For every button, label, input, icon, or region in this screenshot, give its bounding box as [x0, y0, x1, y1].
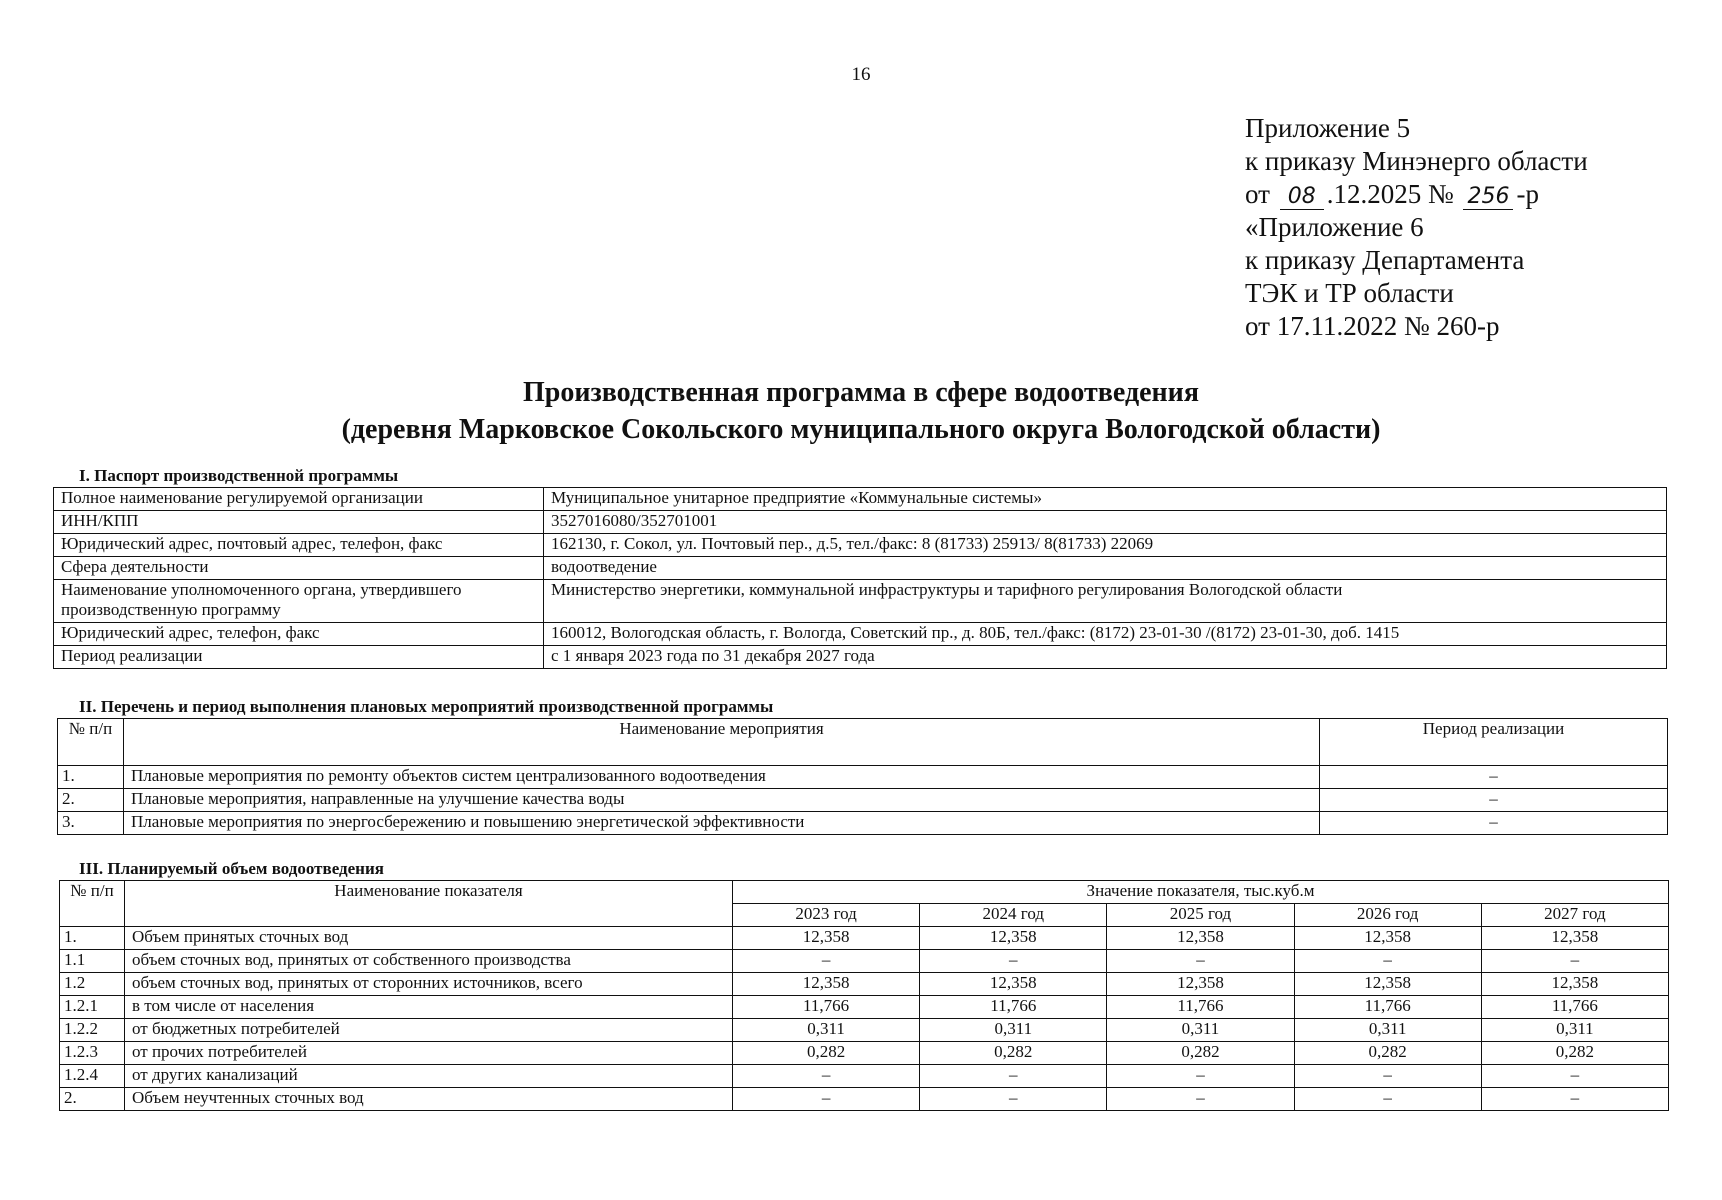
indicator-value: 12,358 [1107, 927, 1294, 950]
table-row [60, 1019, 1669, 1042]
indicator-value: – [1481, 1088, 1668, 1111]
section3-title: III. Планируемый объем водоотведения [79, 859, 384, 878]
row-num: 1.2 [60, 973, 125, 996]
indicator-name: от бюджетных потребителей [125, 1019, 733, 1042]
appendix-line: от 17.11.2022 № 260-р [1245, 311, 1500, 341]
header-num: № п/п [60, 881, 125, 927]
indicator-value: 0,282 [920, 1042, 1107, 1065]
indicator-value: 12,358 [733, 927, 920, 950]
title-line: Производственная программа в сфере водоотведения [523, 377, 1199, 408]
indicator-value: – [1107, 950, 1294, 973]
indicator-value: 12,358 [733, 973, 920, 996]
table-row [58, 766, 1668, 789]
passport-label: Полное наименование регулируемой организации [54, 488, 544, 511]
indicator-value: 11,766 [733, 996, 920, 1019]
row-num: 3. [58, 812, 124, 835]
header-year: 2023 год [733, 904, 920, 927]
indicator-value: – [733, 950, 920, 973]
header-year: 2026 год [1294, 904, 1481, 927]
indicator-value: – [1294, 1088, 1481, 1111]
activity-name: Плановые мероприятия по ремонту объектов систем централизованного водоотведения [124, 766, 1320, 789]
volume-table [59, 880, 1669, 1111]
appendix-line: Приложение 5 [1245, 113, 1411, 143]
table-row [60, 1065, 1669, 1088]
passport-label: Период реализации [54, 646, 544, 669]
indicator-name: в том числе от населения [125, 996, 733, 1019]
header-num: № п/п [58, 719, 124, 766]
indicator-name: объем сточных вод, принятых от собственного производства [125, 950, 733, 973]
row-num: 1.2.3 [60, 1042, 125, 1065]
passport-label: Юридический адрес, почтовый адрес, телефон, факс [54, 534, 544, 557]
passport-value: 160012, Вологодская область, г. Вологда, Советский пр., д. 80Б, тел./факс: (8172) 23-01-30 /(8172) 23-01-30, доб. 1415 [544, 623, 1667, 646]
title-subline: (деревня Марковское Сокольского муниципального округа Вологодской области) [341, 414, 1381, 445]
passport-value: 162130, г. Сокол, ул. Почтовый пер., д.5, тел./факс: 8 (81733) 25913/ 8(81733) 22069 [544, 534, 1667, 557]
section2-title: II. Перечень и период выполнения плановых мероприятий производственной программы [79, 697, 774, 716]
indicator-value: 12,358 [1481, 927, 1668, 950]
table-row [54, 534, 1667, 557]
indicator-name: Объем неучтенных сточных вод [125, 1088, 733, 1111]
indicator-value: – [733, 1065, 920, 1088]
handwritten-order-day: 08 [1280, 185, 1324, 210]
table-header-row [58, 719, 1668, 766]
appendix-block [1245, 112, 1588, 343]
indicator-value: 12,358 [1481, 973, 1668, 996]
table-row [54, 646, 1667, 669]
indicator-value: 11,766 [1107, 996, 1294, 1019]
table-header-row [60, 881, 1669, 904]
indicator-value: 0,311 [1294, 1019, 1481, 1042]
indicator-value: – [1481, 1065, 1668, 1088]
header-indicator-name: Наименование показателя [125, 881, 733, 927]
indicator-value: 11,766 [920, 996, 1107, 1019]
passport-value: Муниципальное унитарное предприятие «Коммунальные системы» [544, 488, 1667, 511]
indicator-value: 12,358 [1107, 973, 1294, 996]
table-row [54, 580, 1667, 623]
row-num: 2. [60, 1088, 125, 1111]
activity-period: – [1320, 812, 1668, 835]
page-number: 16 [851, 64, 871, 85]
table-row [60, 927, 1669, 950]
activity-name: Плановые мероприятия, направленные на улучшение качества воды [124, 789, 1320, 812]
appendix-order-line [1245, 178, 1588, 211]
appendix-line: «Приложение 6 [1245, 212, 1424, 242]
indicator-value: 0,311 [920, 1019, 1107, 1042]
activities-table [57, 718, 1668, 835]
indicator-value: – [1294, 1065, 1481, 1088]
passport-table [53, 487, 1667, 669]
indicator-value: 11,766 [1481, 996, 1668, 1019]
header-year: 2027 год [1481, 904, 1668, 927]
table-row [60, 973, 1669, 996]
passport-label: Сфера деятельности [54, 557, 544, 580]
activity-period: – [1320, 766, 1668, 789]
indicator-value: 12,358 [1294, 927, 1481, 950]
header-year: 2025 год [1107, 904, 1294, 927]
row-num: 1. [60, 927, 125, 950]
indicator-value: 12,358 [920, 973, 1107, 996]
table-row [60, 996, 1669, 1019]
passport-value: 3527016080/352701001 [544, 511, 1667, 534]
order-suffix: -р [1516, 179, 1539, 209]
indicator-value: – [1107, 1065, 1294, 1088]
indicator-value: 11,766 [1294, 996, 1481, 1019]
row-num: 2. [58, 789, 124, 812]
indicator-value: 0,282 [1481, 1042, 1668, 1065]
table-row [54, 623, 1667, 646]
header-activity-name: Наименование мероприятия [124, 719, 1320, 766]
passport-value: Министерство энергетики, коммунальной инфраструктуры и тарифного регулирования Вологодской области [544, 580, 1667, 623]
indicator-name: от прочих потребителей [125, 1042, 733, 1065]
indicator-value: – [920, 1065, 1107, 1088]
indicator-value: 0,282 [1107, 1042, 1294, 1065]
table-row [58, 812, 1668, 835]
header-value-group: Значение показателя, тыс.куб.м [733, 881, 1669, 904]
indicator-value: – [920, 950, 1107, 973]
header-period: Период реализации [1320, 719, 1668, 766]
order-date: .12.2025 № [1326, 179, 1454, 209]
passport-value: водоотведение [544, 557, 1667, 580]
row-num: 1.1 [60, 950, 125, 973]
table-row [54, 557, 1667, 580]
table-row [54, 488, 1667, 511]
indicator-value: 0,282 [1294, 1042, 1481, 1065]
header-year: 2024 год [920, 904, 1107, 927]
row-num: 1.2.1 [60, 996, 125, 1019]
passport-label: Наименование уполномоченного органа, утвердившего производственную программу [54, 580, 544, 623]
indicator-value: 12,358 [920, 927, 1107, 950]
handwritten-order-number: 256 [1463, 185, 1513, 210]
indicator-name: от других канализаций [125, 1065, 733, 1088]
indicator-value: – [1107, 1088, 1294, 1111]
table-row [60, 1042, 1669, 1065]
row-num: 1.2.2 [60, 1019, 125, 1042]
appendix-line: к приказу Минэнерго области [1245, 146, 1588, 176]
table-row [58, 789, 1668, 812]
indicator-value: 0,282 [733, 1042, 920, 1065]
indicator-value: – [1294, 950, 1481, 973]
indicator-value: 0,311 [733, 1019, 920, 1042]
indicator-name: объем сточных вод, принятых от сторонних источников, всего [125, 973, 733, 996]
row-num: 1. [58, 766, 124, 789]
table-row [60, 1088, 1669, 1111]
activity-name: Плановые мероприятия по энергосбережению и повышению энергетической эффективности [124, 812, 1320, 835]
order-prefix: от [1245, 179, 1270, 209]
passport-value: с 1 января 2023 года по 31 декабря 2027 года [544, 646, 1667, 669]
passport-label: ИНН/КПП [54, 511, 544, 534]
appendix-line: ТЭК и ТР области [1245, 278, 1454, 308]
passport-label: Юридический адрес, телефон, факс [54, 623, 544, 646]
appendix-line: к приказу Департамента [1245, 245, 1525, 275]
indicator-value: – [733, 1088, 920, 1111]
section1-title: I. Паспорт производственной программы [79, 466, 399, 485]
indicator-value: 0,311 [1481, 1019, 1668, 1042]
table-row [60, 950, 1669, 973]
indicator-name: Объем принятых сточных вод [125, 927, 733, 950]
indicator-value: 12,358 [1294, 973, 1481, 996]
table-row [54, 511, 1667, 534]
activity-period: – [1320, 789, 1668, 812]
row-num: 1.2.4 [60, 1065, 125, 1088]
indicator-value: – [1481, 950, 1668, 973]
indicator-value: – [920, 1088, 1107, 1111]
indicator-value: 0,311 [1107, 1019, 1294, 1042]
document-title [0, 374, 1722, 448]
